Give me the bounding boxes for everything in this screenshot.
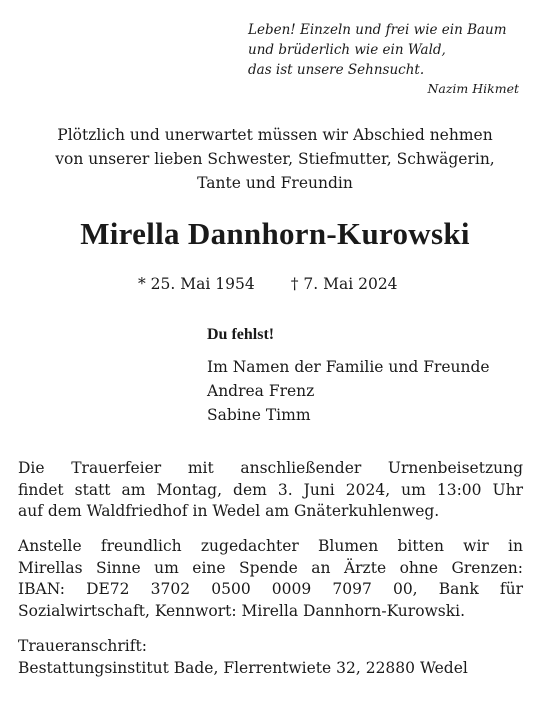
deceased-name: Mirella Dannhorn-Kurowski xyxy=(80,216,470,251)
ceremony-paragraph xyxy=(18,458,523,523)
intro-line: Plötzlich und unerwartet müssen wir Abschied nehmen xyxy=(57,126,493,144)
death-date: † 7. Mai 2024 xyxy=(290,275,398,293)
intro-line: von unserer lieben Schwester, Stiefmutter, Schwägerin, xyxy=(55,150,495,168)
signature-name: Sabine Timm xyxy=(207,406,311,424)
donation-line: Anstelle freundlich zugedachter Blumen bitten wir in xyxy=(18,537,523,555)
donation-paragraph xyxy=(18,536,523,622)
ceremony-line: Die Trauerfeier mit anschließender Urnenbeisetzung xyxy=(18,459,523,477)
family-signature xyxy=(207,355,490,427)
birth-date: * 25. Mai 1954 xyxy=(138,275,255,293)
ceremony-line: findet statt am Montag, dem 3. Juni 2024, um 13:00 Uhr xyxy=(18,480,523,499)
signature-name: Andrea Frenz xyxy=(207,382,315,400)
donation-line: Mirellas Sinne um eine Spende an Ärzte ohne Grenzen: xyxy=(18,558,523,577)
donation-line: Sozialwirtschaft, Kennwort: Mirella Dannhorn-Kurowski. xyxy=(18,601,466,620)
poem-quote xyxy=(248,20,533,97)
mourning-address xyxy=(18,635,538,679)
intro-text xyxy=(18,123,532,195)
farewell-phrase: Du fehlst! xyxy=(207,326,275,343)
ceremony-line: auf dem Waldfriedhof in Wedel am Gnäterkuhlenweg. xyxy=(18,502,440,520)
intro-line: Tante und Freundin xyxy=(197,174,353,192)
life-dates xyxy=(138,272,398,296)
quote-line: Leben! Einzeln und frei wie ein Baum xyxy=(248,22,507,38)
address-label: Traueranschrift: xyxy=(18,637,147,655)
signature-line: Im Namen der Familie und Freunde xyxy=(207,358,490,376)
quote-line: und brüderlich wie ein Wald, xyxy=(248,42,446,58)
address-value: Bestattungsinstitut Bade, Flerrentwiete 32, 22880 Wedel xyxy=(18,659,468,677)
quote-line: das ist unsere Sehnsucht. xyxy=(248,62,425,78)
donation-line: IBAN: DE72 3702 0500 0009 7097 00, Bank für xyxy=(18,580,523,598)
quote-author: Nazim Hikmet xyxy=(427,81,519,96)
